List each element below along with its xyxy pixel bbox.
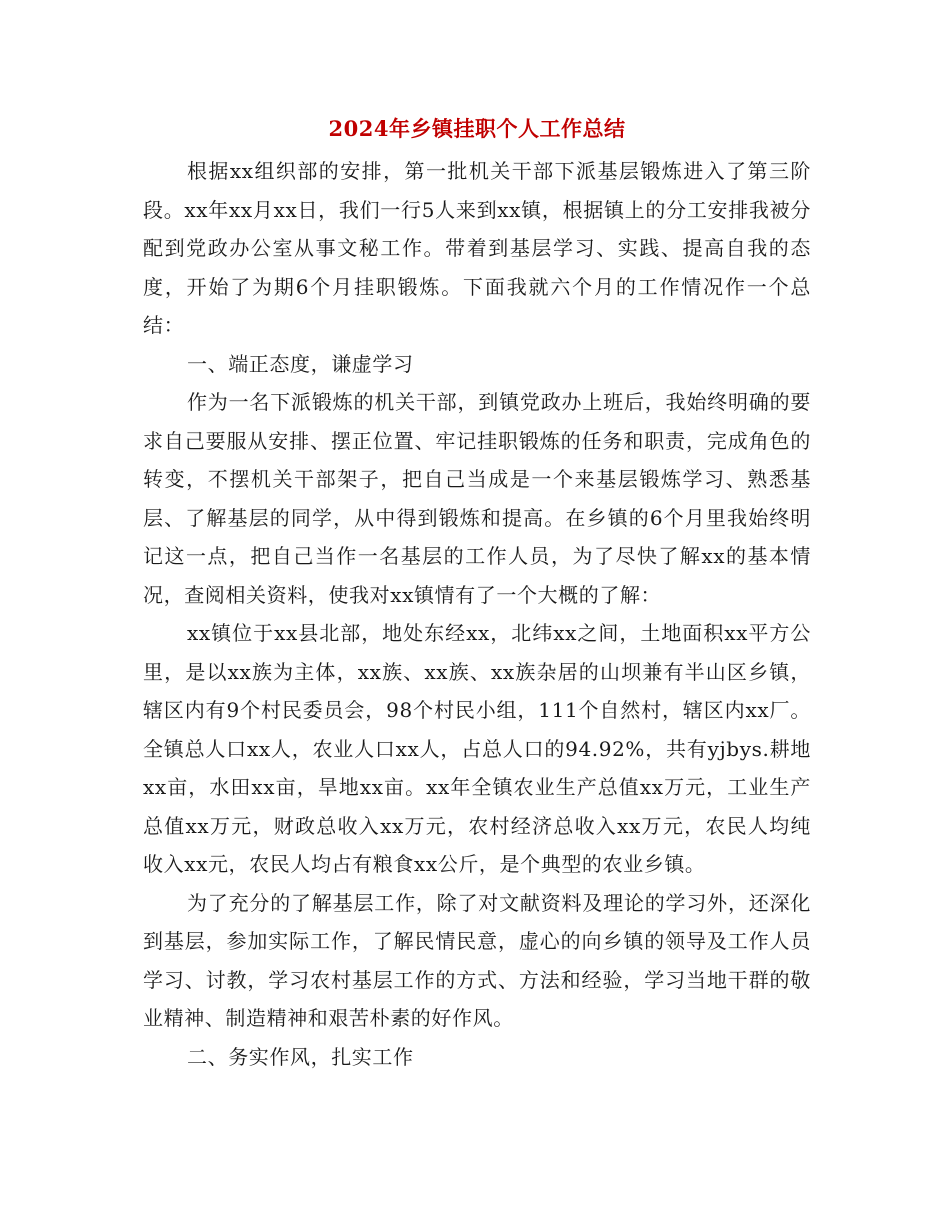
paragraph-attitude: 作为一名下派锻炼的机关干部，到镇党政办上班后，我始终明确的要求自己要服从安排、摆正位置、牢记挂职锻炼的任务和职责，完成角色的转变，不摆机关干部架子，把自己当成是一个来基层锻炼学习、熟悉基层、了解基层的同学，从中得到锻炼和提高。在乡镇的6个月里我始终明记这一点，把自己当作一名基层的工作人员，为了尽快了解xx的基本情况，查阅相关资料，使我对xx镇情有了一个大概的了解：	[143, 390, 811, 607]
section-heading-2: 二、务实作风，扎实工作	[187, 1044, 414, 1069]
paragraph-intro: 根据xx组织部的安排，第一批机关干部下派基层锻炼进入了第三阶段。xx年xx月xx日，我们一行5人来到xx镇，根据镇上的分工安排我被分配到党政办公室从事文秘工作。带着到基层学习、实践、提高自我的态度，开始了为期6个月挂职锻炼。下面我就六个月的工作情况作一个总结：	[143, 159, 811, 337]
paragraph-learning: 为了充分的了解基层工作，除了对文献资料及理论的学习外，还深化到基层，参加实际工作，了解民情民意，虚心的向乡镇的领导及工作人员学习、讨教，学习农村基层工作的方式、方法和经验，学习当地干群的敬业精神、制造精神和艰苦朴素的好作风。	[143, 890, 811, 1030]
paragraph-town-profile: xx镇位于xx县北部，地处东经xx，北纬xx之间，土地面积xx平方公里，是以xx族为主体，xx族、xx族、xx族杂居的山坝兼有半山区乡镇，辖区内有9个村民委员会，98个村民小组，111个自然村，辖区内xx厂。全镇总人口xx人，农业人口xx人，占总人口的94.92%，共有yjbys.耕地xx亩，水田xx亩，旱地xx亩。xx年全镇农业生产总值xx万元，工业生产总值xx万元，财政总收入xx万元，农村经济总收入xx万元，农民人均纯收入xx元，农民人均占有粮食xx公斤，是个典型的农业乡镇。	[143, 621, 811, 876]
document-page	[143, 108, 811, 1076]
section-heading-1: 一、端正态度，谦虚学习	[187, 351, 414, 376]
document-title: 2024年乡镇挂职个人工作总结	[328, 116, 626, 141]
